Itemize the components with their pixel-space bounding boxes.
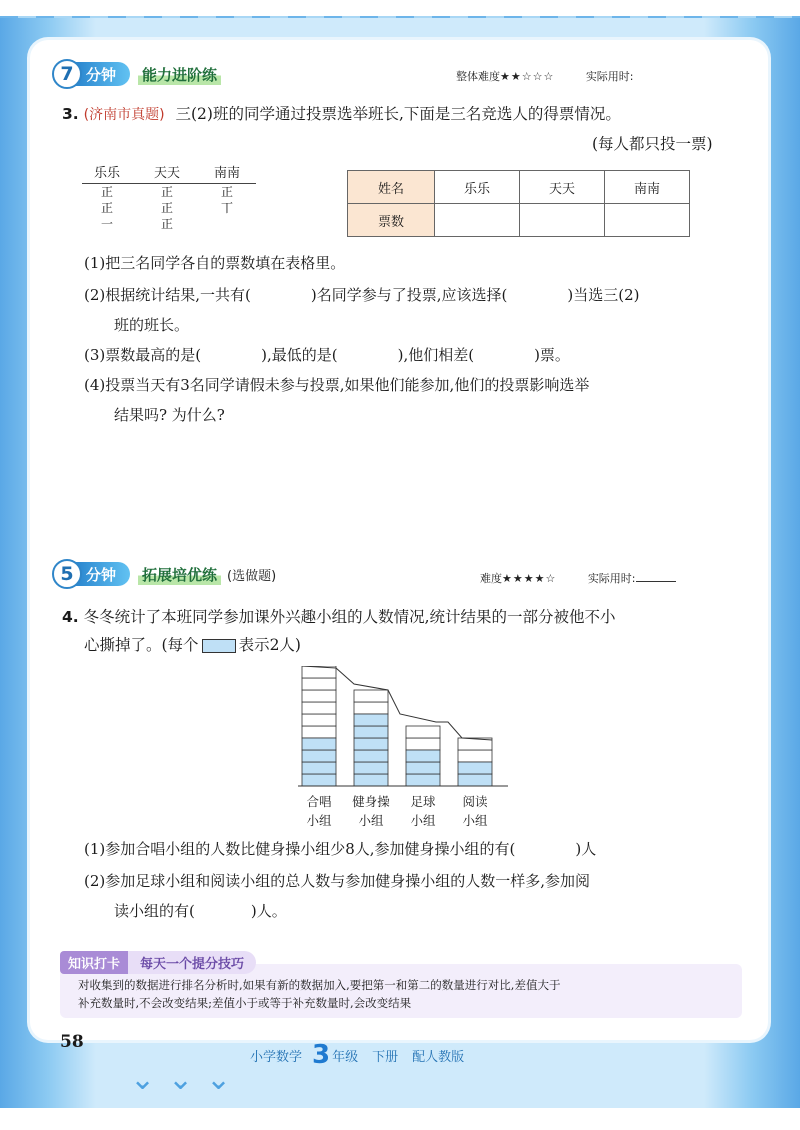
tip-line: 对收集到的数据进行排名分析时,如果有新的数据加入,要把第一和第二的数量进行对比,差值大于: [78, 978, 561, 992]
section-5min-header: [52, 560, 276, 588]
chart-empty-cell: [302, 690, 336, 702]
chart-bar-cell: [354, 738, 388, 750]
chart-bar-cell: [406, 750, 440, 762]
difficulty-meta: [456, 68, 634, 84]
chart-category-label: 健身操 小组: [352, 794, 390, 828]
section-unit: 分钟: [76, 62, 130, 86]
q3-sub2-line2: 班的班长。: [114, 316, 190, 334]
tally-mark: 正: [100, 201, 113, 215]
tip-text: [78, 976, 738, 1012]
tip-header: [60, 950, 256, 974]
answer-cell-lele[interactable]: [435, 204, 520, 237]
book-footer: [250, 1040, 464, 1070]
section-unit: 分钟: [76, 562, 130, 586]
table-cell-nannan: 南南: [605, 171, 690, 204]
chart-bar-cell: [458, 774, 492, 786]
answer-cell-tiantian[interactable]: [520, 204, 605, 237]
footer-grade-unit: 年级: [332, 1049, 359, 1065]
q4-number: 4.: [62, 608, 79, 626]
decoration-chevron: ⌄: [130, 1062, 156, 1097]
tip-tag: 知识打卡: [60, 951, 128, 974]
footer-subject: 小学数学: [250, 1049, 303, 1065]
q3-sub2: (2)根据统计结果,一共有( )名同学参与了投票,应该选择( )当选三(2): [84, 286, 640, 304]
chart-category-label: 合唱 小组: [306, 794, 332, 828]
q3-text: 三(2)班的同学通过投票选举班长,下面是三名竞选人的得票情况。: [175, 105, 621, 123]
time-label: 实际用时:: [587, 572, 636, 585]
tally-mark: 正: [160, 185, 173, 199]
chart-empty-cell: [302, 714, 336, 726]
tally-chart: [82, 162, 256, 232]
q3-sub4: (4)投票当天有3名同学请假未参与投票,如果他们能参加,他们的投票影响选举: [84, 376, 590, 394]
q3-number: 3.: [62, 105, 79, 123]
chart-bar-cell: [354, 762, 388, 774]
q4-sub2-line2: 读小组的有( )人。: [114, 902, 287, 920]
chart-empty-cell: [354, 690, 388, 702]
tip-line: 补充数量时,不会改变结果;差值小于或等于补充数量时,会改变结果: [78, 996, 412, 1010]
tip-subtitle: 每天一个提分技巧: [128, 951, 256, 974]
section-number: 7: [52, 59, 82, 89]
difficulty-stars: ★★★★☆: [502, 572, 557, 585]
chart-empty-cell: [406, 738, 440, 750]
q4-sub1: (1)参加合唱小组的人数比健身操小组少8人,参加健身操小组的有( )人: [84, 840, 597, 858]
tally-mark: 一: [100, 217, 113, 231]
q3-source-tag: (济南市真题): [83, 107, 165, 123]
section-7min-header: [52, 60, 221, 88]
chart-category-label: 足球 小组: [410, 794, 436, 828]
chart-empty-cell: [406, 726, 440, 738]
votes-table: [347, 170, 690, 237]
tally-header-nannan: 南南: [213, 166, 240, 181]
chart-empty-cell: [302, 726, 336, 738]
difficulty-meta: [480, 570, 676, 586]
chart-empty-cell: [354, 702, 388, 714]
q3-stem: [62, 103, 621, 126]
q3-sub1: (1)把三名同学各自的票数填在表格里。: [84, 254, 346, 272]
section-number: 5: [52, 559, 82, 589]
chart-bar-cell: [354, 726, 388, 738]
time-blank[interactable]: [636, 581, 676, 582]
chart-empty-cell: [458, 750, 492, 762]
page-number: 58: [60, 1032, 84, 1052]
tally-header: [82, 162, 256, 184]
chart-empty-cell: [302, 702, 336, 714]
legend-cell: [202, 639, 236, 653]
table-cell-lele: 乐乐: [435, 171, 520, 204]
tally-mark: 正: [160, 217, 173, 231]
chart-bar-cell: [302, 762, 336, 774]
footer-grade-number: 3: [312, 1040, 331, 1070]
difficulty-label: 难度: [480, 572, 502, 585]
chart-bar-cell: [302, 750, 336, 762]
chart-bar-cell: [354, 774, 388, 786]
difficulty-label: 整体难度: [456, 70, 500, 83]
q4-text: 冬冬统计了本班同学参加课外兴趣小组的人数情况,统计结果的一部分被他不小: [83, 608, 616, 626]
chart-bar-cell: [354, 714, 388, 726]
tally-col-nannan: [202, 184, 252, 232]
tally-header-lele: 乐乐: [93, 166, 120, 181]
q4-line2: 心撕掉了。(每个 表示2人): [84, 636, 301, 654]
answer-cell-nannan[interactable]: [605, 204, 690, 237]
tally-mark: 正: [160, 201, 173, 215]
chart-bar-cell: [354, 750, 388, 762]
section-optional-label: (选做题): [227, 568, 277, 584]
time-label: 实际用时:: [585, 70, 634, 83]
difficulty-stars: ★★☆☆☆: [500, 70, 555, 83]
q4-stem: [62, 606, 616, 628]
decoration-chevron: ⌄: [168, 1062, 194, 1097]
tally-col-lele: [82, 184, 132, 232]
tally-mark: 正: [220, 185, 233, 199]
tally-header-tiantian: 天天: [153, 166, 180, 181]
q3-sub3: (3)票数最高的是( ),最低的是( ),他们相差( )票。: [84, 346, 570, 364]
tally-mark: 丅: [220, 201, 233, 215]
chart-bar-cell: [302, 738, 336, 750]
chart-bar-cell: [406, 762, 440, 774]
footer-edition: 配人教版: [412, 1049, 465, 1065]
tally-col-tiantian: [142, 184, 192, 232]
chart-category-label: 阅读 小组: [462, 794, 488, 828]
tally-mark: 正: [100, 185, 113, 199]
footer-term: 下册: [372, 1049, 399, 1065]
chart-bar-cell: [302, 774, 336, 786]
section-title: 能力进阶练: [138, 64, 221, 85]
torn-bar-chart: [298, 666, 508, 790]
chart-bar-cell: [406, 774, 440, 786]
chart-bar-cell: [458, 762, 492, 774]
chart-empty-cell: [302, 678, 336, 690]
q3-sub4-line2: 结果吗? 为什么?: [114, 406, 225, 424]
q3-note: (每人都只投一票): [592, 135, 713, 153]
table-cell-tiantian: 天天: [520, 171, 605, 204]
q4-sub2: (2)参加足球小组和阅读小组的总人数与参加健身操小组的人数一样多,参加阅: [84, 872, 591, 890]
table-header-votes: 票数: [348, 204, 435, 237]
section-title: 拓展培优练: [138, 564, 221, 585]
table-header-name: 姓名: [348, 171, 435, 204]
decoration-chevron: ⌄: [206, 1062, 232, 1097]
